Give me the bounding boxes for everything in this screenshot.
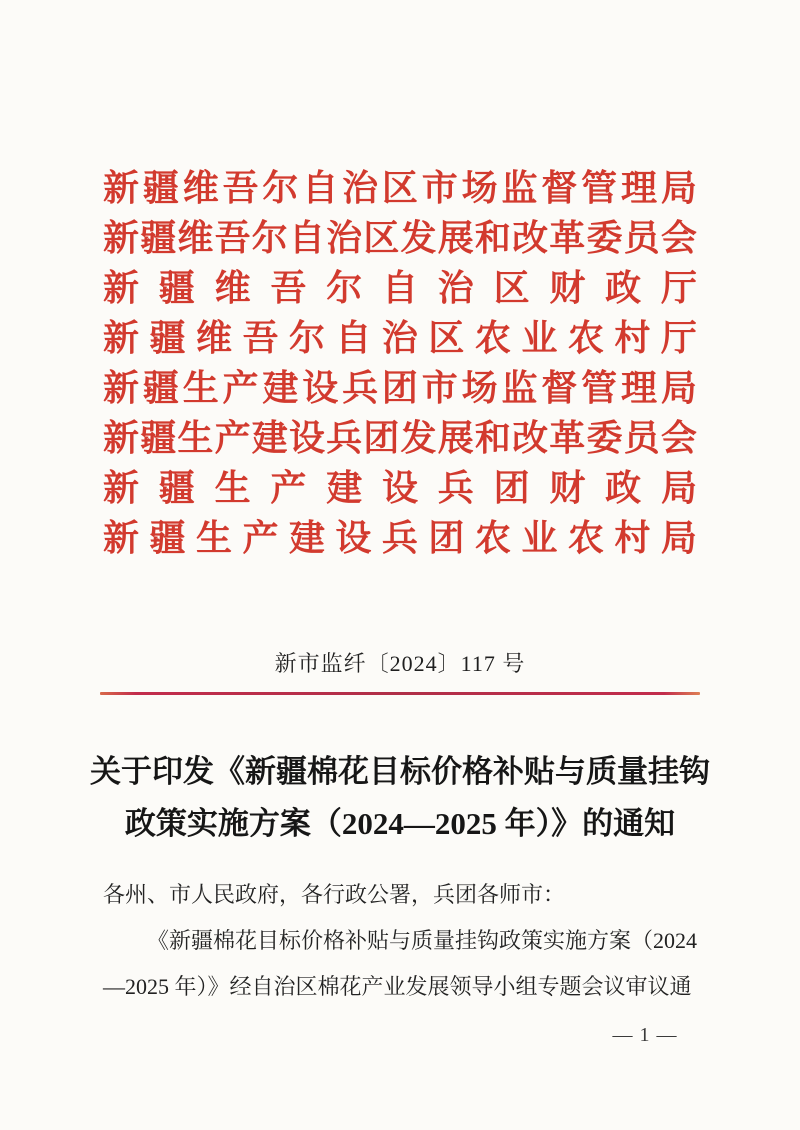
agency-name-line: 新 疆 生 产 建 设 兵 团 财 政 局: [103, 467, 697, 508]
agency-name-line: 新 疆 生 产 建 设 兵 团 农 业 农 村 局: [103, 517, 697, 558]
agency-name-line: 新 疆 维 吾 尔 自 治 区 市 场 监 督 管 理 局: [103, 167, 697, 208]
body-paragraph-line: 《新疆棉花目标价格补贴与质量挂钩政策实施方案（2024: [147, 928, 698, 953]
agency-name-line: 新 疆 生 产 建 设 兵 团 发 展 和 改 革 委 员 会: [103, 417, 697, 458]
agency-name-line: 新 疆 维 吾 尔 自 治 区 发 展 和 改 革 委 员 会: [103, 217, 697, 258]
agency-name-line: 新 疆 维 吾 尔 自 治 区 农 业 农 村 厅: [103, 317, 697, 358]
document-title: [50, 746, 750, 850]
page-number: — 1 —: [612, 1024, 678, 1046]
agency-header-block: [103, 160, 697, 560]
document-body: [103, 872, 700, 1010]
salutation-line: 各州、市人民政府，各行政公署，兵团各师市：: [103, 882, 566, 907]
agency-name-line: 新 疆 生 产 建 设 兵 团 市 场 监 督 管 理 局: [103, 367, 697, 408]
document-title-line2: 政策实施方案（2024—2025 年）》的通知: [124, 806, 676, 841]
agency-name-line: 新 疆 维 吾 尔 自 治 区 财 政 厅: [103, 267, 697, 308]
document-number: 新市监纤〔2024〕117 号: [274, 651, 526, 676]
body-paragraph-line: —2025 年）》经自治区棉花产业发展领导小组专题会议审议通: [103, 974, 692, 999]
red-separator-line: [100, 692, 700, 695]
document-title-line1: 关于印发《新疆棉花目标价格补贴与质量挂钩: [90, 754, 710, 789]
